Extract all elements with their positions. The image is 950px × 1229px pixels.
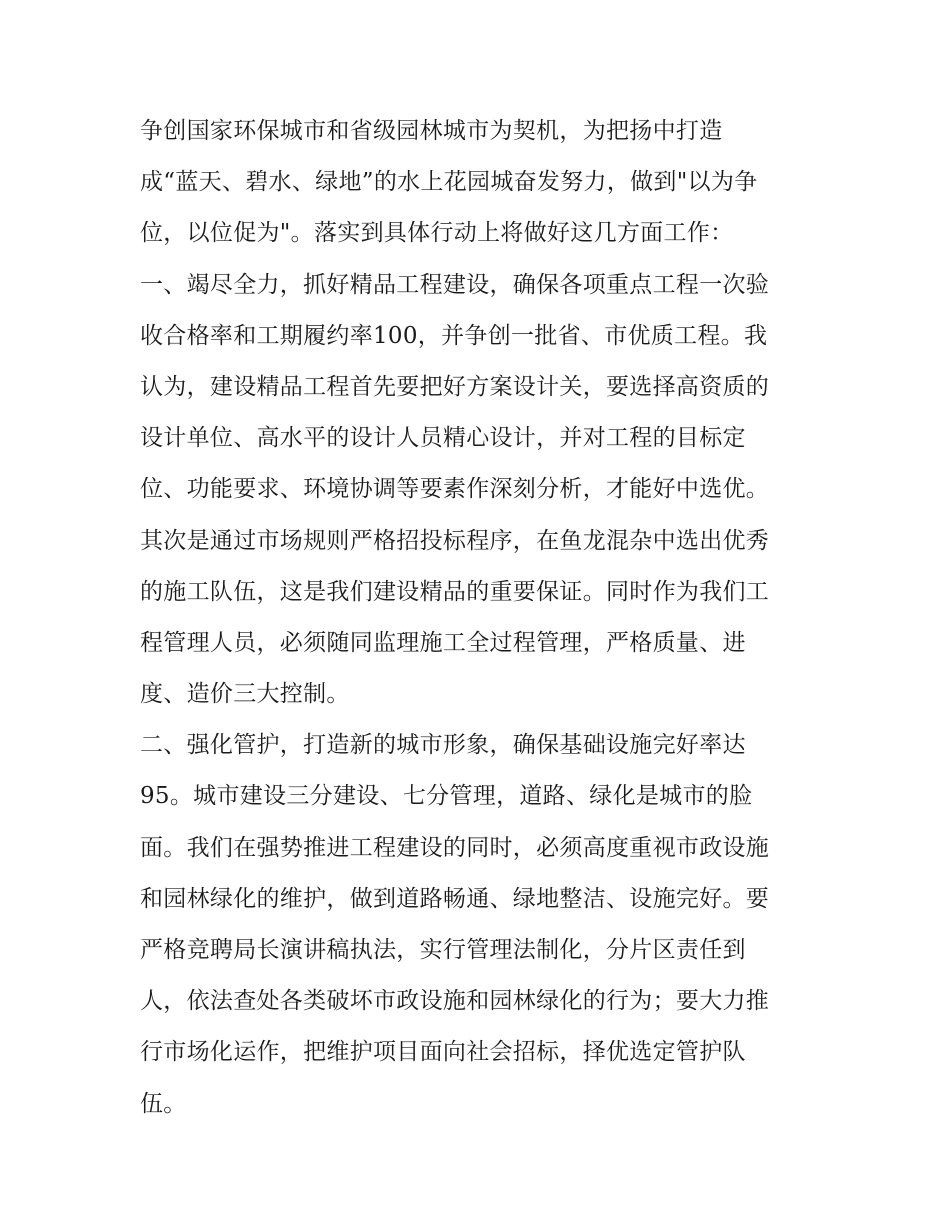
text-line: 度、造价三大控制。 xyxy=(140,681,350,708)
text-line: 和园林绿化的维护，做到道路畅通、绿地整洁、设施完好。要 xyxy=(140,885,770,912)
text-line: 面。我们在强势推进工程建设的同时，必须高度重视市政设施 xyxy=(140,834,770,861)
text-line: 一、竭尽全力，抓好精品工程建设，确保各项重点工程一次验 xyxy=(140,271,770,298)
text-line: 的施工队伍，这是我们建设精品的重要保证。同时作为我们工 xyxy=(140,578,770,605)
text-line: 收合格率和工期履约率100，并争创一批省、市优质工程。我 xyxy=(140,322,768,349)
text-line: 行市场化运作，把维护项目面向社会招标，择优选定管护队 xyxy=(140,1039,746,1066)
text-line: 伍。 xyxy=(140,1090,187,1117)
text-line: 位，以位促为"。落实到具体行动上将做好这几方面工作： xyxy=(140,220,734,247)
text-line: 人，依法查处各类破坏市政设施和园林绿化的行为；要大力推 xyxy=(140,988,770,1015)
text-line: 其次是通过市场规则严格招投标程序，在鱼龙混杂中选出优秀 xyxy=(140,527,770,554)
text-line: 程管理人员，必须随同监理施工全过程管理，严格质量、进 xyxy=(140,629,746,656)
text-line: 认为，建设精品工程首先要把好方案设计关，要选择高资质的 xyxy=(140,373,770,400)
text-line: 严格竞聘局长演讲稿执法，实行管理法制化，分片区责任到 xyxy=(140,937,746,963)
text-line: 95。城市建设三分建设、七分管理，道路、绿化是城市的脸 xyxy=(140,783,753,810)
document-body xyxy=(140,106,830,1130)
text-line: 二、强化管护，打造新的城市形象，确保基础设施完好率达 xyxy=(140,732,746,759)
text-line: 设计单位、高水平的设计人员精心设计，并对工程的目标定 xyxy=(140,425,746,452)
text-line: 成“蓝天、碧水、绿地”的水上花园城奋发努力，做到"以为争 xyxy=(140,169,758,196)
text-line: 争创国家环保城市和省级园林城市为契机，为把扬中打造 xyxy=(140,118,723,144)
text-line: 位、功能要求、环境协调等要素作深刻分析，才能好中选优。 xyxy=(140,476,770,503)
